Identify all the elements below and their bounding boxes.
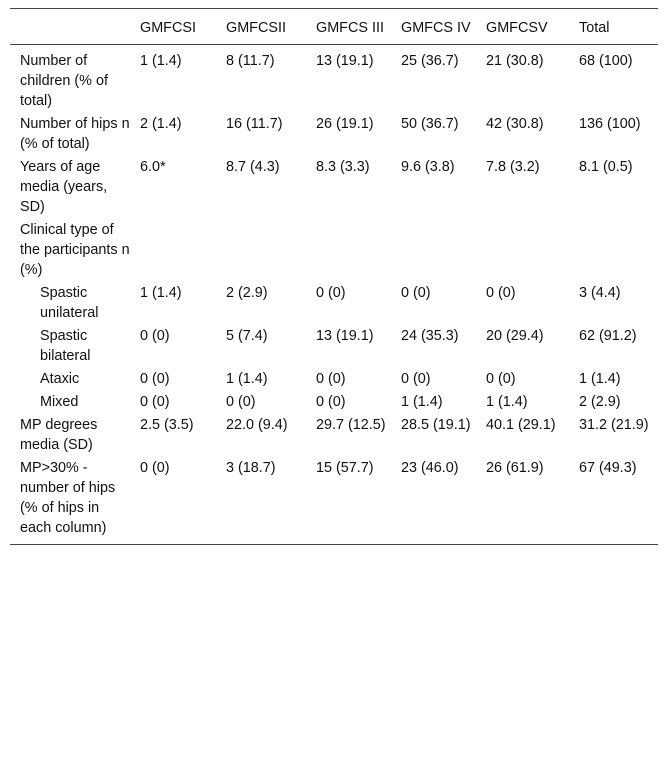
row-label: Number of children (% of total) [20,53,108,109]
table-cell [216,220,306,283]
table-cell: 5 (7.4) [226,328,268,344]
table-row [10,392,658,415]
table-cell: 68 (100) [579,53,633,69]
table-cell: 62 (91.2) [579,328,637,344]
table-cell: 42 (30.8) [486,116,544,132]
table-cell: 0 (0) [401,285,431,301]
table-cell: 3 (4.4) [579,285,621,301]
row-label: Clinical type of the participants n (%) [20,222,130,278]
table-cell: 1 (1.4) [140,285,182,301]
table-cell: 26 (19.1) [316,116,374,132]
table-cell: 8.1 (0.5) [579,159,633,175]
table-cell: 6.0* [140,159,166,175]
table-cell: 16 (11.7) [226,116,283,132]
table-cell: 31.2 (21.9) [579,417,649,433]
header-cell-gmfcs-iv: GMFCS IV [401,20,471,36]
table-body [10,45,658,545]
table-cell: 24 (35.3) [401,328,459,344]
data-table-container [10,8,658,545]
row-label: MP>30% - number of hips (% of hips in each column) [20,460,116,536]
header-cell-total: Total [579,20,610,36]
table-cell: 1 (1.4) [579,371,621,387]
table-row [10,45,658,115]
table-cell: 8.7 (4.3) [226,159,280,175]
table-cell: 29.7 (12.5) [316,417,386,433]
table-cell: 2 (2.9) [226,285,268,301]
table-cell [391,220,476,283]
table-cell: 0 (0) [316,285,346,301]
table-cell: 26 (61.9) [486,460,544,476]
header-cell-gmfcs-i: GMFCSI [140,20,196,36]
table-cell: 7.8 (3.2) [486,159,540,175]
gmfcs-data-table [10,8,658,545]
row-label: Spastic unilateral [40,285,99,321]
table-row [10,157,658,220]
table-cell: 0 (0) [140,371,170,387]
table-cell: 50 (36.7) [401,116,459,132]
row-label: Mixed [40,394,79,410]
table-row [10,415,658,458]
header-row [10,9,658,45]
header-cell-gmfcs-v: GMFCSV [486,20,548,36]
table-cell: 0 (0) [316,394,346,410]
table-cell [306,220,391,283]
table-cell: 3 (18.7) [226,460,276,476]
row-label: Years of age media (years, SD) [20,159,108,215]
table-cell: 25 (36.7) [401,53,459,69]
table-cell: 0 (0) [140,460,170,476]
table-cell: 0 (0) [140,394,170,410]
table-row [10,220,658,283]
table-cell: 8 (11.7) [226,53,275,69]
table-cell [130,220,216,283]
table-cell: 13 (19.1) [316,53,374,69]
table-cell: 2.5 (3.5) [140,417,194,433]
table-cell: 0 (0) [486,285,516,301]
table-cell [569,220,658,283]
header-cell-label [10,9,130,45]
table-cell [476,220,569,283]
header-cell-gmfcs-ii: GMFCSII [226,20,286,36]
table-cell: 20 (29.4) [486,328,544,344]
row-label: MP degrees media (SD) [20,417,98,453]
table-cell: 0 (0) [316,371,346,387]
table-cell: 0 (0) [486,371,516,387]
row-label: Ataxic [40,371,80,387]
table-cell: 13 (19.1) [316,328,374,344]
table-row [10,369,658,392]
table-cell: 9.6 (3.8) [401,159,455,175]
table-cell: 28.5 (19.1) [401,417,471,433]
table-cell: 0 (0) [140,328,170,344]
table-cell: 136 (100) [579,116,641,132]
row-label: Spastic bilateral [40,328,91,364]
table-cell: 21 (30.8) [486,53,544,69]
table-cell: 1 (1.4) [401,394,443,410]
table-cell: 23 (46.0) [401,460,459,476]
table-cell: 2 (2.9) [579,394,621,410]
table-cell: 0 (0) [226,394,256,410]
table-cell: 1 (1.4) [486,394,528,410]
row-label: Number of hips n (% of total) [20,116,130,152]
table-cell: 2 (1.4) [140,116,182,132]
table-row [10,114,658,157]
table-row [10,458,658,545]
table-cell: 67 (49.3) [579,460,637,476]
table-cell: 1 (1.4) [140,53,182,69]
table-cell: 15 (57.7) [316,460,374,476]
table-cell: 22.0 (9.4) [226,417,288,433]
table-cell: 8.3 (3.3) [316,159,370,175]
header-cell-gmfcs-iii: GMFCS III [316,20,384,36]
table-cell: 1 (1.4) [226,371,268,387]
table-row [10,326,658,369]
table-row [10,283,658,326]
table-cell: 0 (0) [401,371,431,387]
table-header [10,9,658,45]
table-cell: 40.1 (29.1) [486,417,556,433]
